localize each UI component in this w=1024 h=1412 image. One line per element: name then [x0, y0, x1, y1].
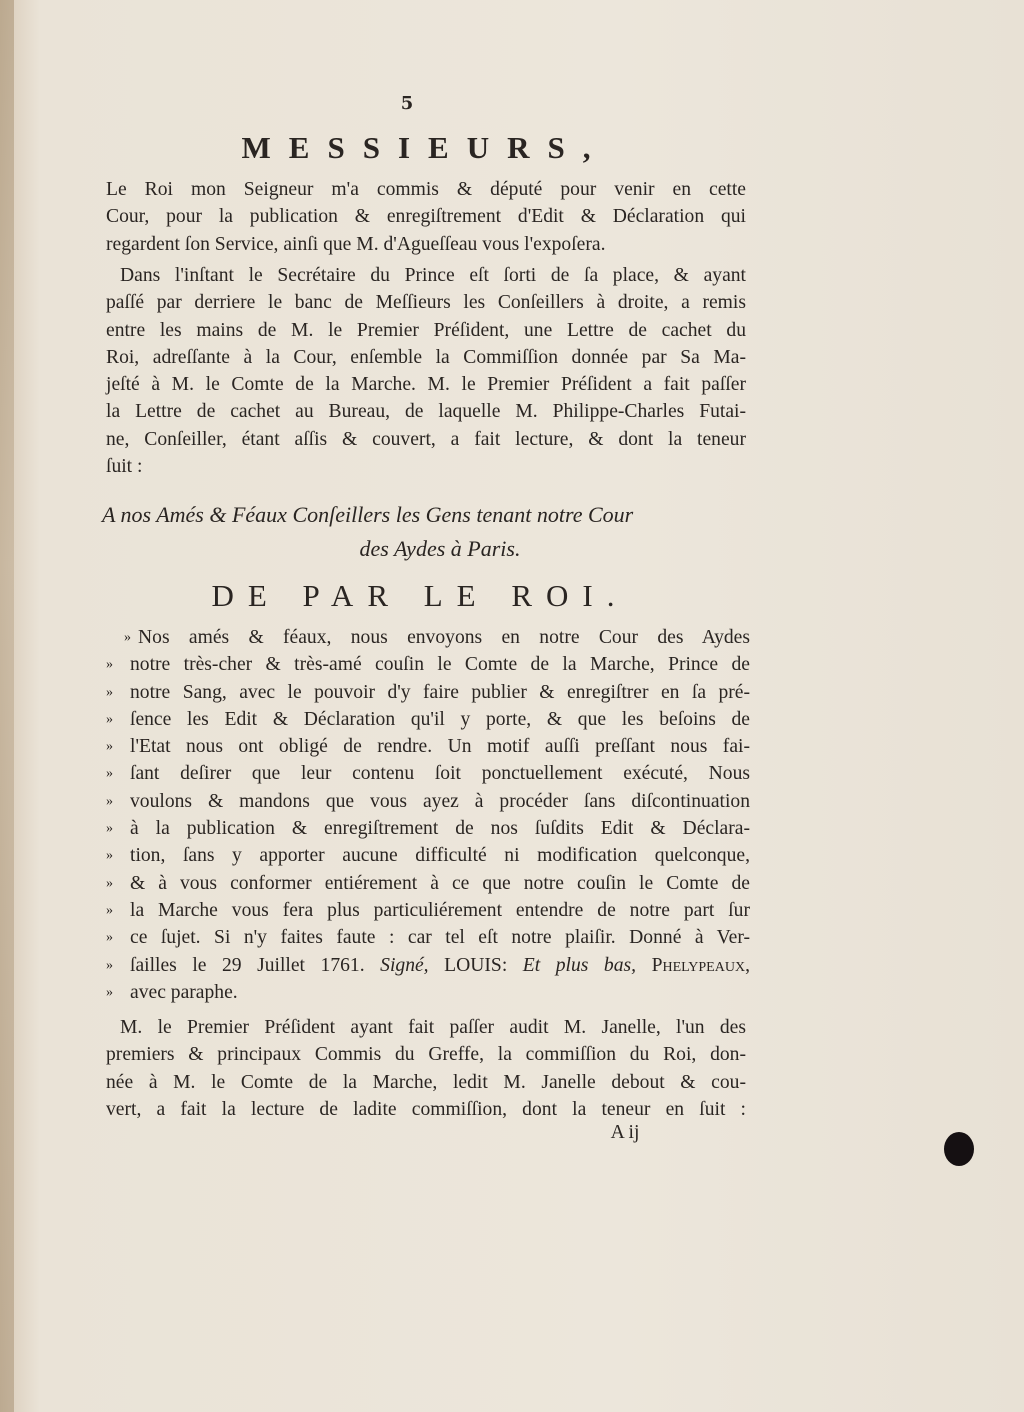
quote-line: » notre très-cher & très-amé couſin le Comte de la Marche, Prince de: [106, 651, 750, 678]
heading-messieurs: MESSIEURS,: [241, 130, 609, 165]
text-line: M. le Premier Préſident ayant fait paſſer audit M. Janelle, l'un des: [120, 1017, 746, 1038]
address-line-2: des Aydes à Paris.: [359, 536, 521, 561]
quote-mark: »: [106, 766, 113, 782]
text-line: la Lettre de cachet au Bureau, de laquelle M. Philippe-Charles Futai-: [106, 401, 746, 423]
ink-blot: [944, 1132, 974, 1166]
text-line: premiers & principaux Commis du Greffe, la commiſſion du Roi, don-: [106, 1044, 746, 1066]
letter-address: [100, 498, 780, 566]
address-line-1: A nos Amés & Féaux Conſeillers les Gens tenant notre Cour: [102, 502, 634, 527]
quote-mark: »: [106, 793, 113, 809]
text-line: jeſté à M. le Comte de la Marche. M. le Premier Préſident a fait paſſer: [106, 374, 746, 396]
text-line: née à M. le Comte de la Marche, ledit M. Janelle debout & cou-: [106, 1071, 746, 1093]
royal-letter-quote: [106, 624, 750, 1006]
quote-mark: »: [106, 657, 113, 673]
signature-mark: A ij: [610, 1122, 640, 1143]
paragraph-2: [106, 262, 746, 480]
text-line: ne, Conſeiller, étant aſſis & couvert, a fait lecture, & dont la teneur: [106, 428, 746, 450]
paragraph-1: [106, 176, 746, 258]
text-line: entre les mains de M. le Premier Préſident, une Lettre de cachet du: [106, 319, 746, 341]
text-line: ſuit :: [106, 456, 143, 478]
text-line: regardent ſon Service, ainſi que M. d'Agueſſeau vous l'expoſera.: [106, 233, 606, 255]
quote-line: » avec paraphe.: [106, 979, 750, 1006]
page-number: 5: [400, 93, 414, 114]
quote-line: » ſant deſirer que leur contenu ſoit ponctuellement exécuté, Nous: [106, 760, 750, 787]
quote-mark: »: [106, 821, 113, 837]
quote-mark: »: [106, 930, 113, 946]
quote-mark: »: [106, 875, 113, 891]
text-line: Le Roi mon Seigneur m'a commis & député pour venir en cette: [106, 179, 746, 200]
quote-line: » l'Etat nous ont obligé de rendre. Un motif auſſi preſſant nous fai-: [106, 733, 750, 760]
quote-mark: »: [106, 684, 113, 700]
quote-line: » & à vous conformer entiérement à ce que notre couſin le Comte de: [106, 870, 750, 897]
quote-line: » ſence les Edit & Déclaration qu'il y porte, & que les beſoins de: [106, 706, 750, 733]
quote-mark: »: [106, 711, 113, 727]
quote-mark: »: [124, 630, 131, 645]
paragraph-3: [106, 1014, 746, 1123]
text-line: vert, a fait la lecture de ladite commiſſion, dont la teneur en ſuit :: [106, 1098, 746, 1120]
quote-mark: »: [106, 902, 113, 918]
quote-mark: »: [106, 848, 113, 864]
quote-line: » tion, ſans y apporter aucune difficulté ni modification quelconque,: [106, 842, 750, 869]
quote-line: » ce ſujet. Si n'y faites faute : car tel eſt notre plaiſir. Donné à Ver-: [106, 924, 750, 951]
quote-line: » la Marche vous fera plus particuliérement entendre de notre part ſur: [106, 897, 750, 924]
text-line: Dans l'inſtant le Secrétaire du Prince eſt ſorti de ſa place, & ayant: [120, 265, 746, 286]
quote-mark: »: [106, 984, 113, 1000]
text-line: paſſé par derriere le banc de Meſſieurs les Conſeillers à droite, a remis: [106, 292, 746, 314]
quote-line: » voulons & mandons que vous ayez à procéder ſans diſcontinuation: [106, 788, 750, 815]
page-gutter: [0, 0, 14, 1412]
quote-mark: »: [106, 957, 113, 973]
quote-line-signature: » ſailles le 29 Juillet 1761. Signé, LOUIS: Et plus bas, Phelypeaux,: [106, 952, 750, 979]
quote-line: » notre Sang, avec le pouvoir d'y faire publier & enregiſtrer en ſa pré-: [106, 679, 750, 706]
quote-line: » Nos amés & féaux, nous envoyons en notre Cour des Aydes: [106, 624, 750, 651]
quote-line: » à la publication & enregiſtrement de nos ſuſdits Edit & Déclara-: [106, 815, 750, 842]
heading-de-par-le-roi: DE PAR LE ROI.: [211, 578, 629, 613]
quote-mark: »: [106, 739, 113, 755]
text-line: Roi, adreſſante à la Cour, enſemble la Commiſſion donnée par Sa Ma-: [106, 346, 746, 368]
text-line: Cour, pour la publication & enregiſtrement d'Edit & Déclaration qui: [106, 206, 746, 228]
